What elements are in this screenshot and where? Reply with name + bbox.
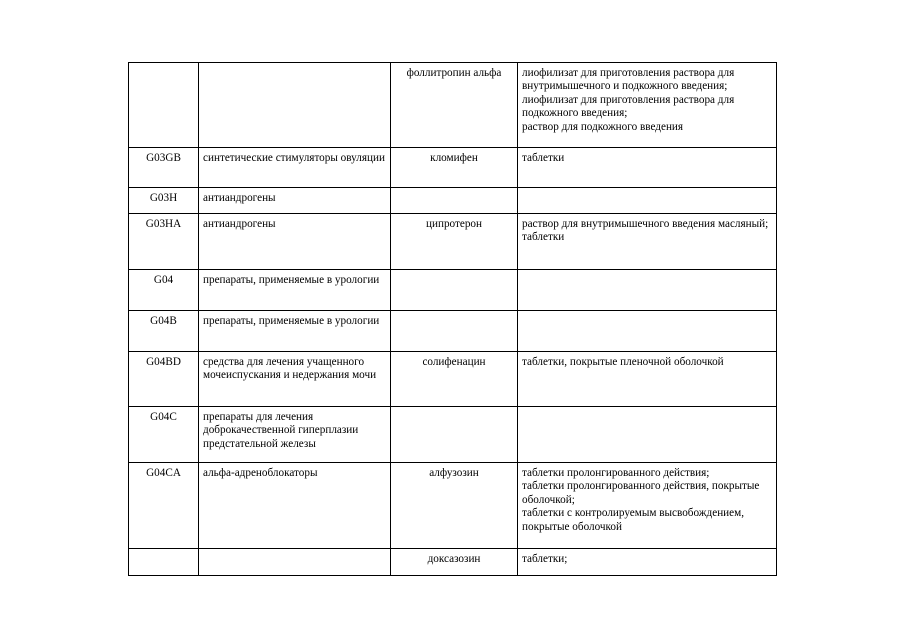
dosage-form-line: лиофилизат для приготовления раствора для внутримышечного и подкожного введения; — [522, 67, 735, 93]
table-row — [129, 407, 777, 463]
group-name-cell — [199, 63, 391, 148]
dosage-form-line: таблетки, покрытые пленочной оболочкой — [522, 356, 724, 368]
inn-cell: фоллитропин альфа — [391, 63, 518, 148]
inn-cell — [391, 270, 518, 311]
inn-cell — [391, 311, 518, 352]
dosage-form-line: таблетки с контролируемым высвобождением, покрытые оболочкой — [522, 507, 745, 533]
inn-cell: кломифен — [391, 148, 518, 188]
group-name-cell: антиандрогены — [199, 188, 391, 214]
group-name-cell: препараты для лечения доброкачественной гиперплазии предстательной железы — [199, 407, 391, 463]
atc-code-cell: G04C — [129, 407, 199, 463]
group-name-cell — [199, 549, 391, 576]
dosage-form-line: раствор для внутримышечного введения масляный; — [522, 218, 769, 230]
atc-code-cell: G04B — [129, 311, 199, 352]
table-row — [129, 214, 777, 270]
group-name-cell: препараты, применяемые в урологии — [199, 270, 391, 311]
inn-cell: доксазозин — [391, 549, 518, 576]
dosage-form-line: лиофилизат для приготовления раствора для подкожного введения; — [522, 93, 735, 120]
inn-cell: солифенацин — [391, 352, 518, 407]
dosage-form-cell — [518, 148, 777, 188]
group-name-cell: альфа-адреноблокаторы — [199, 463, 391, 549]
table-row — [129, 188, 777, 214]
group-name-cell: синтетические стимуляторы овуляции — [199, 148, 391, 188]
table-row — [129, 63, 777, 148]
dosage-form-cell — [518, 188, 777, 214]
table-row — [129, 311, 777, 352]
dosage-form-line: таблетки — [522, 231, 565, 244]
atc-code-cell: G03HA — [129, 214, 199, 270]
table-row — [129, 463, 777, 549]
dosage-form-cell — [518, 63, 777, 148]
group-name-cell: средства для лечения учащенного мочеиспускания и недержания мочи — [199, 352, 391, 407]
dosage-form-line: таблетки; — [522, 553, 568, 565]
inn-cell: ципротерон — [391, 214, 518, 270]
table-row — [129, 549, 777, 576]
dosage-form-line: таблетки пролонгированного действия, покрытые оболочкой; — [522, 480, 760, 506]
inn-cell — [391, 188, 518, 214]
dosage-form-line: раствор для подкожного введения — [522, 120, 684, 133]
inn-cell — [391, 407, 518, 463]
dosage-form-line: таблетки пролонгированного действия; — [522, 467, 710, 479]
dosage-form-cell — [518, 352, 777, 407]
atc-code-cell — [129, 63, 199, 148]
atc-code-cell: G04CA — [129, 463, 199, 549]
dosage-form-cell — [518, 214, 777, 270]
table-row — [129, 148, 777, 188]
dosage-form-cell — [518, 463, 777, 549]
dosage-form-cell — [518, 270, 777, 311]
table-body — [129, 63, 777, 576]
dosage-form-line: таблетки — [522, 152, 565, 164]
atc-code-cell — [129, 549, 199, 576]
dosage-form-cell — [518, 407, 777, 463]
group-name-cell: препараты, применяемые в урологии — [199, 311, 391, 352]
atc-code-cell: G03H — [129, 188, 199, 214]
dosage-form-cell — [518, 549, 777, 576]
drug-list-table — [128, 62, 777, 576]
inn-cell: алфузозин — [391, 463, 518, 549]
atc-code-cell: G04 — [129, 270, 199, 311]
atc-code-cell: G04BD — [129, 352, 199, 407]
atc-code-cell: G03GB — [129, 148, 199, 188]
table-row — [129, 270, 777, 311]
group-name-cell: антиандрогены — [199, 214, 391, 270]
dosage-form-cell — [518, 311, 777, 352]
table-row — [129, 352, 777, 407]
